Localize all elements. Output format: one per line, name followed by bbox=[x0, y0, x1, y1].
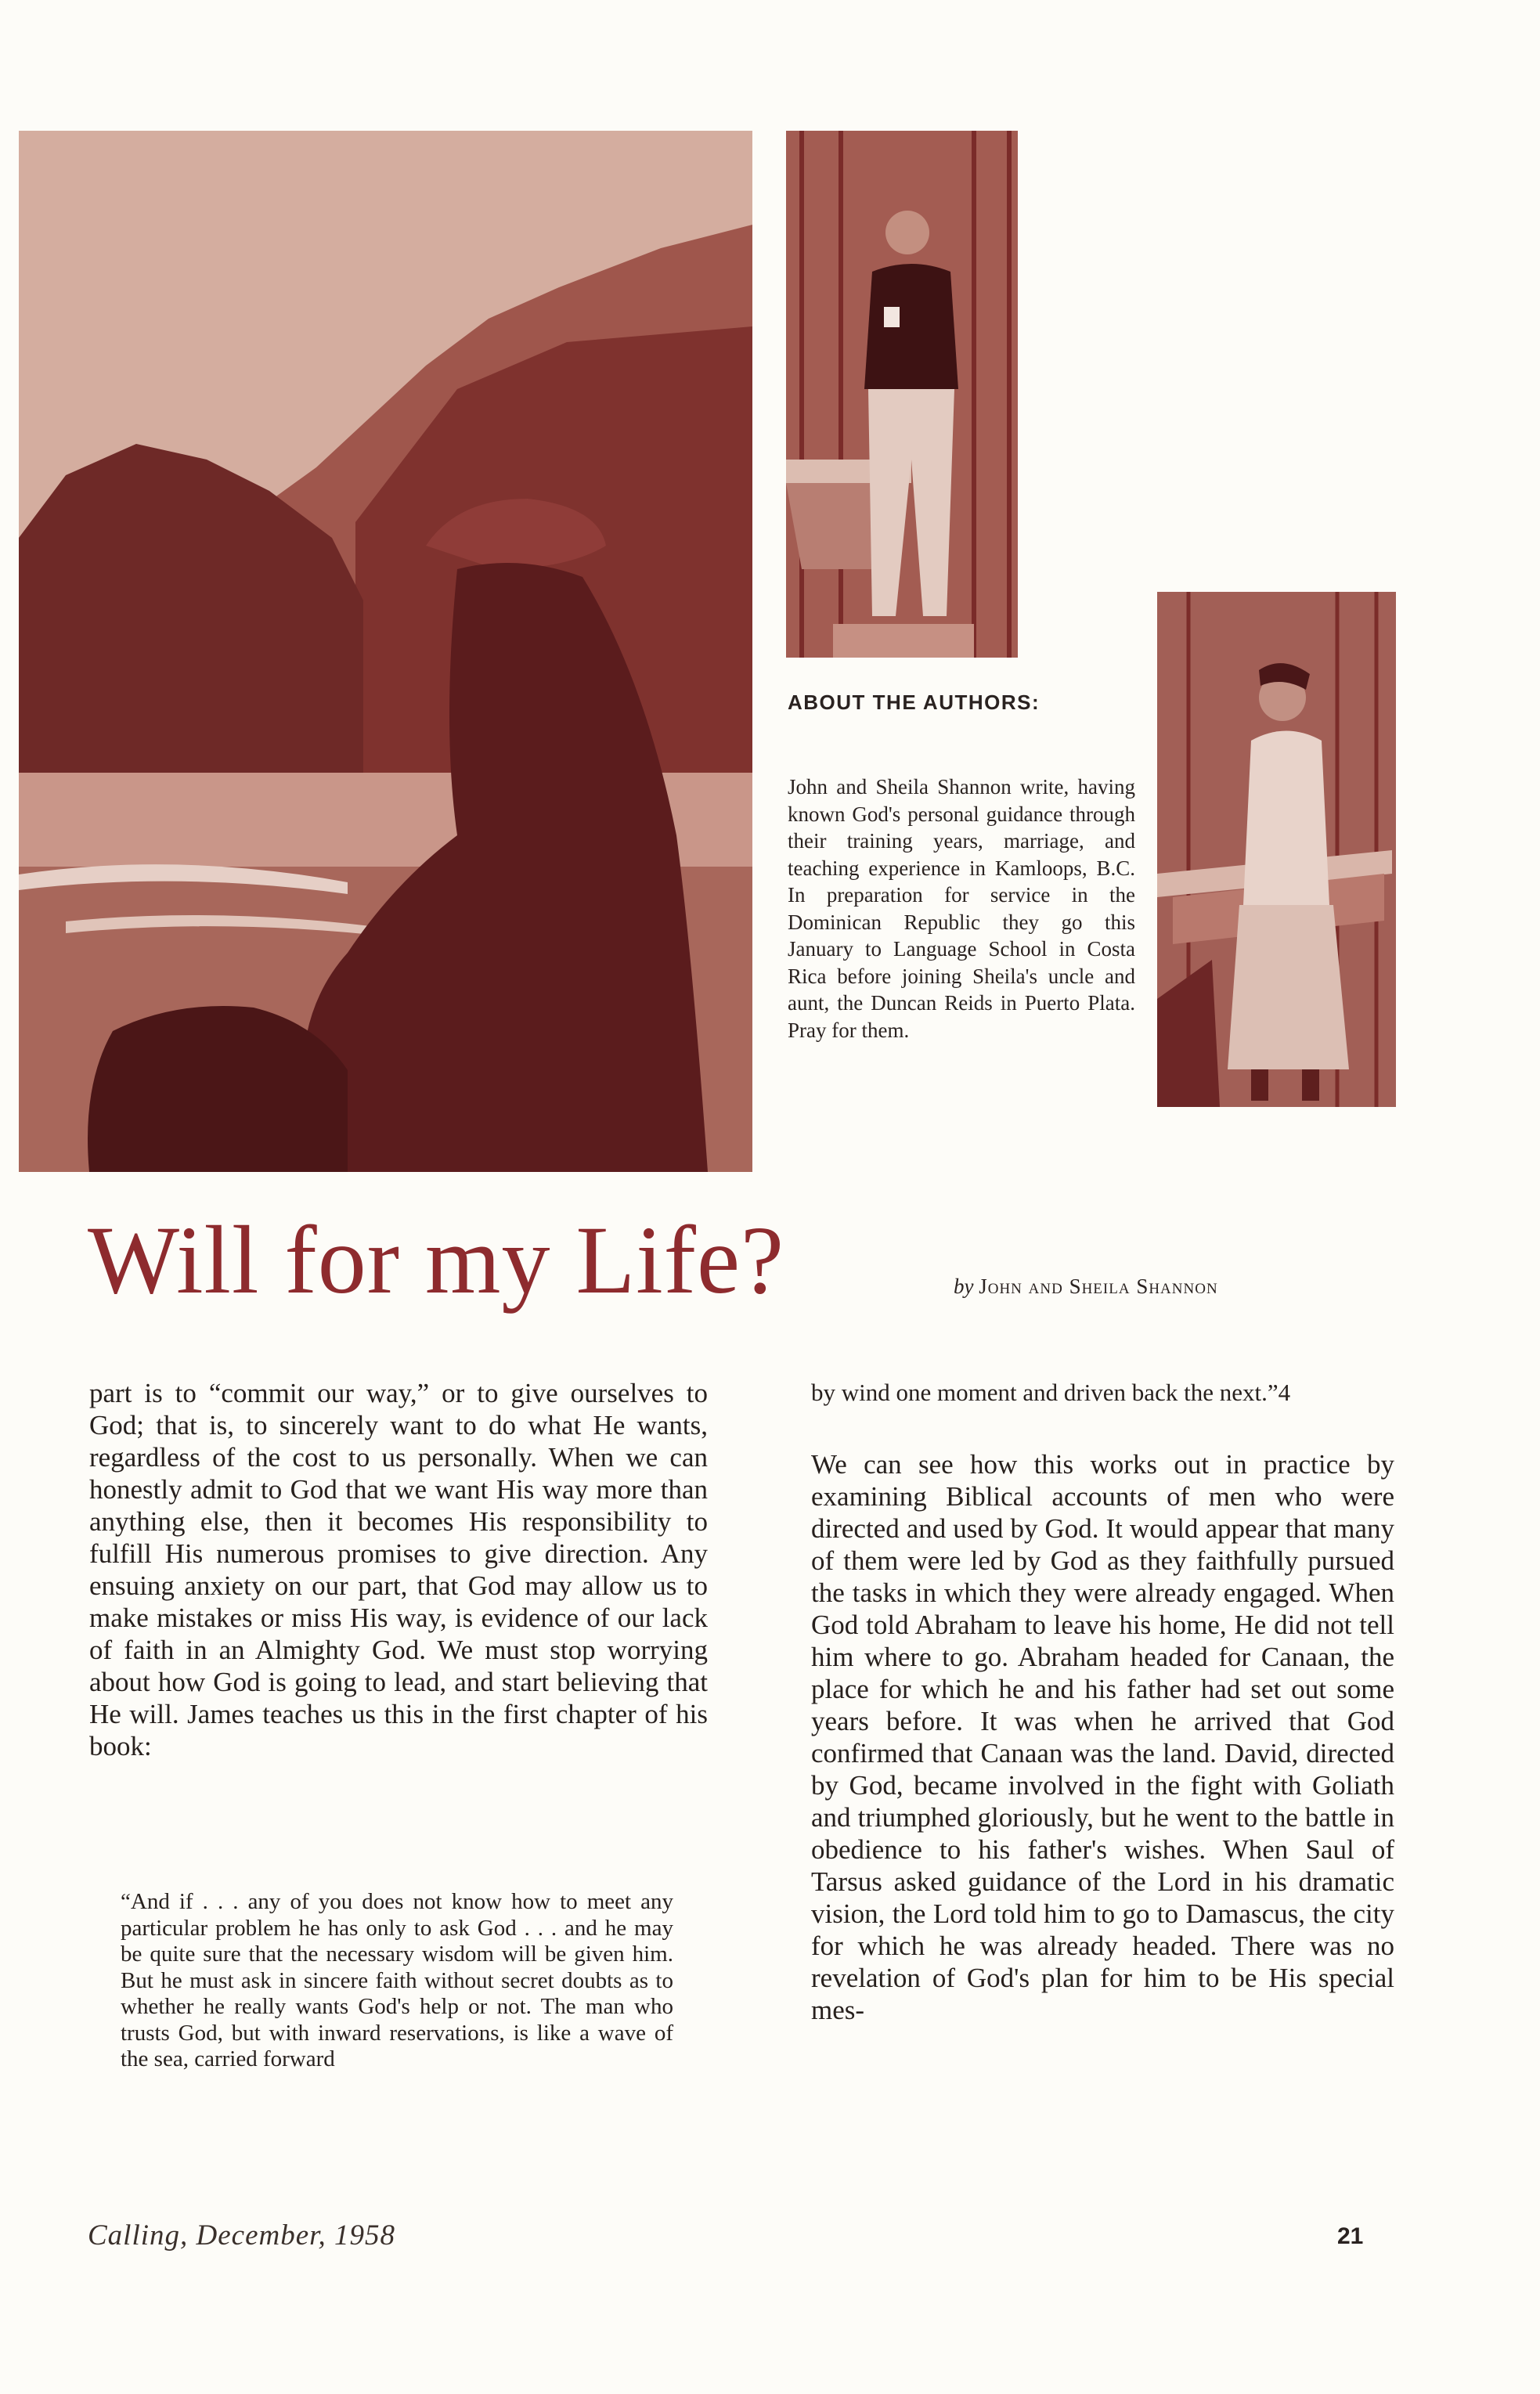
right-column-body: We can see how this works out in practice by examining Biblical accounts of men who were directed and used by God. It would appear that many of them were led by God as they faithfully pursued the tasks in which they were already engaged. When God told Abraham to leave his home, He did not tell him where to go. Abraham headed for Canaan, the place for which he and his father had set out some years before. It was when he arrived that God confirmed that Canaan was the land. David, directed by God, became involved in the fight with Goliath and triumphed gloriously, but he went to the battle in obedience to his father's wishes. When Saul of Tarsus asked guidance of the Lord in his dramatic vision, the Lord told him to go to Damascus, the city for which he was already headed. There was no revelation of God's plan for him to be His special mes- bbox=[811, 1449, 1394, 2025]
byline-authors: John and Sheila Shannon bbox=[979, 1275, 1218, 1298]
photo-lake-silhouette bbox=[19, 131, 752, 1172]
right-column-quote-end: by wind one moment and driven back the next.”4 bbox=[811, 1379, 1291, 1406]
photo-sheila-shannon bbox=[1157, 592, 1396, 1107]
james-quote: “And if . . . any of you does not know how to meet any particular problem he has only to ask God . . . and he may be quite sure that the necessary wisdom will be given him. But he must ask in sincere faith without secret doubts as to whether he really wants God's help or not. The man who trusts God, but with inward reservations, is like a wave of the sea, carried forward bbox=[121, 1889, 673, 2071]
byline-by: by bbox=[954, 1275, 974, 1298]
left-column-body: part is to “commit our way,” or to give ourselves to God; that is, to sincerely want to do what He wants, regardless of the cost to us personally. When we can honestly admit to God that we want His way more than anything else, then it becomes His responsibility to fulfill His numerous promises to give direction. Any ensuing anxiety on our part, that God may allow us to make mistakes or miss His way, is evidence of our lack of faith in an Almighty God. We must stop worrying about how God is going to lead, and start believing that He will. James teaches us this in the first chapter of his book: bbox=[89, 1378, 708, 1761]
page-number: 21 bbox=[1337, 2223, 1364, 2249]
about-authors-heading: ABOUT THE AUTHORS: bbox=[788, 690, 1040, 714]
byline bbox=[954, 1275, 1218, 1299]
about-authors-text: John and Sheila Shannon write, having known God's personal guidance through their training years, marriage, and teaching experience in Kamloops, B.C. In preparation for service in the Dominican Republic they go this January to Language School in Costa Rica before joining Sheila's uncle and aunt, the Duncan Reids in Puerto Plata. Pray for them. bbox=[788, 775, 1135, 1042]
publication-footer: Calling, December, 1958 bbox=[88, 2219, 395, 2252]
photo-john-shannon bbox=[786, 131, 1018, 658]
article-title: Will for my Life? bbox=[88, 1206, 785, 1314]
